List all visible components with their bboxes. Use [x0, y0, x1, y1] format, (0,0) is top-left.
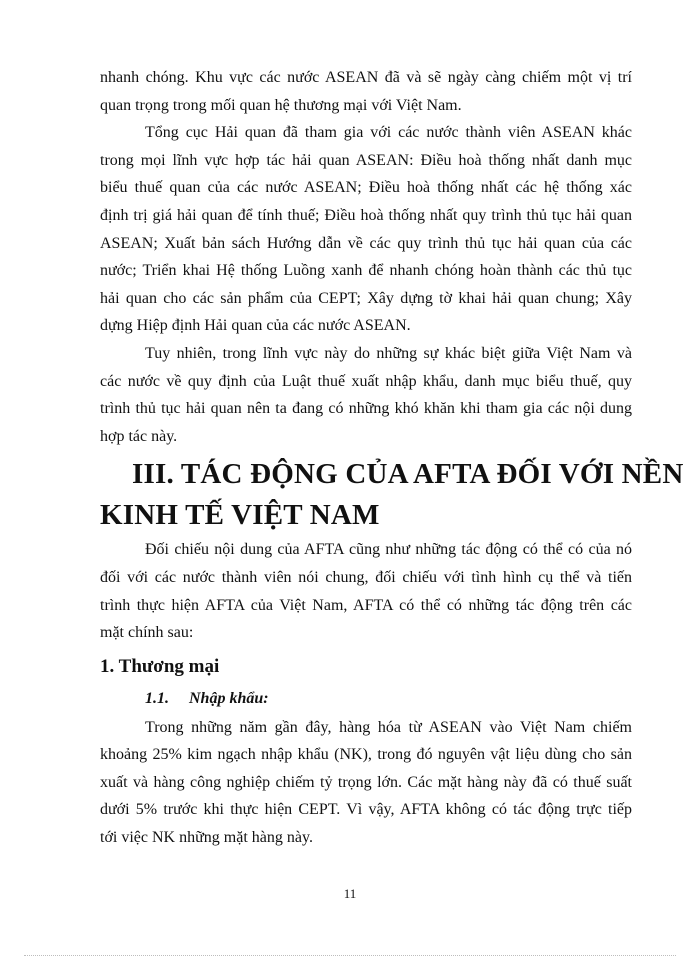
text-line: biểu thuế quan của các nước ASEAN; Điều hoà thống nhất các hệ thống xác: [100, 179, 632, 197]
text-line: nước; Triển khai Hệ thống Luồng xanh để nhanh chóng hoàn thành các thủ tục: [100, 262, 632, 280]
text-line: dưới 5% trước khi thực hiện CEPT. Vì vậy, AFTA không có tác động trực tiếp: [100, 801, 632, 819]
heading-line: III. TÁC ĐỘNG CỦA AFTA ĐỐI VỚI NỀN: [132, 458, 684, 491]
text-line: trình thực hiện AFTA của Việt Nam, AFTA có thể có những tác động trên các: [100, 596, 632, 614]
text-line: trong mọi lĩnh vực hợp tác hải quan ASEAN: Điều hoà thống nhất danh mục: [100, 151, 632, 169]
paragraph-afta-impacts: [100, 536, 632, 646]
text-line: hợp tác này.: [100, 427, 178, 445]
text-line: các nước về quy định của Luật thuế xuất nhập khẩu, danh mục biểu thuế, quy: [100, 372, 632, 390]
text-line: tới việc NK những mặt hàng này.: [100, 829, 313, 847]
text-line: đối với các nước thành viên nói chung, đối chiếu với tình hình cụ thể và tiến: [100, 568, 632, 586]
subsection-title: Nhập khẩu:: [189, 689, 269, 707]
text-line: trình thủ tục hải quan nên ta đang có những khó khăn khi tham gia các nội dung: [100, 400, 632, 418]
subsection-heading: [100, 684, 632, 714]
paragraph-difficulties: [100, 340, 632, 450]
text-line: Đối chiếu nội dung của AFTA cũng như những tác động có thể có của nó: [145, 541, 632, 559]
page-number: 11: [343, 886, 357, 901]
paragraph-imports: [100, 714, 632, 852]
text-line: nhanh chóng. Khu vực các nước ASEAN đã và sẽ ngày càng chiếm một vị trí: [100, 69, 632, 86]
section-heading: 1. Thương mại: [100, 655, 220, 677]
page-divider: [24, 955, 676, 956]
text-line: xuất và hàng công nghiệp chiếm tỷ trọng lớn. Các mặt hàng này đã có thuế suất: [100, 773, 632, 791]
text-line: Tuy nhiên, trong lĩnh vực này do những sự khác biệt giữa Việt Nam và: [145, 344, 632, 362]
text-line: Trong những năm gần đây, hàng hóa từ ASEAN vào Việt Nam chiếm: [145, 718, 632, 736]
heading-line: KINH TẾ VIỆT NAM: [100, 499, 380, 532]
text-line: khoảng 25% kim ngạch nhập khẩu (NK), trong đó nguyên vật liệu dùng cho sản: [100, 746, 632, 764]
chapter-heading: [100, 454, 684, 536]
text-line: Tổng cục Hải quan đã tham gia với các nước thành viên ASEAN khác: [145, 124, 632, 142]
text-line: mặt chính sau:: [100, 624, 194, 642]
text-line: dựng Hiệp định Hải quan của các nước ASEAN.: [100, 317, 411, 335]
paragraph-asean-trade: [100, 64, 632, 119]
paragraph-customs-cooperation: [100, 119, 632, 340]
text-line: quan trọng trong mối quan hệ thương mại với Việt Nam.: [100, 96, 462, 114]
text-line: hải quan cho các sản phẩm của CEPT; Xây dựng tờ khai hải quan chung; Xây: [100, 289, 632, 307]
text-line: định trị giá hải quan để tính thuế; Điều hoà thống nhất quy trình thủ tục hải quan: [100, 206, 632, 224]
subsection-number: 1.1.: [145, 689, 169, 707]
document-body: [100, 64, 684, 852]
text-line: ASEAN; Xuất bản sách Hướng dẫn về các quy trình thủ tục hải quan của các: [100, 234, 632, 252]
